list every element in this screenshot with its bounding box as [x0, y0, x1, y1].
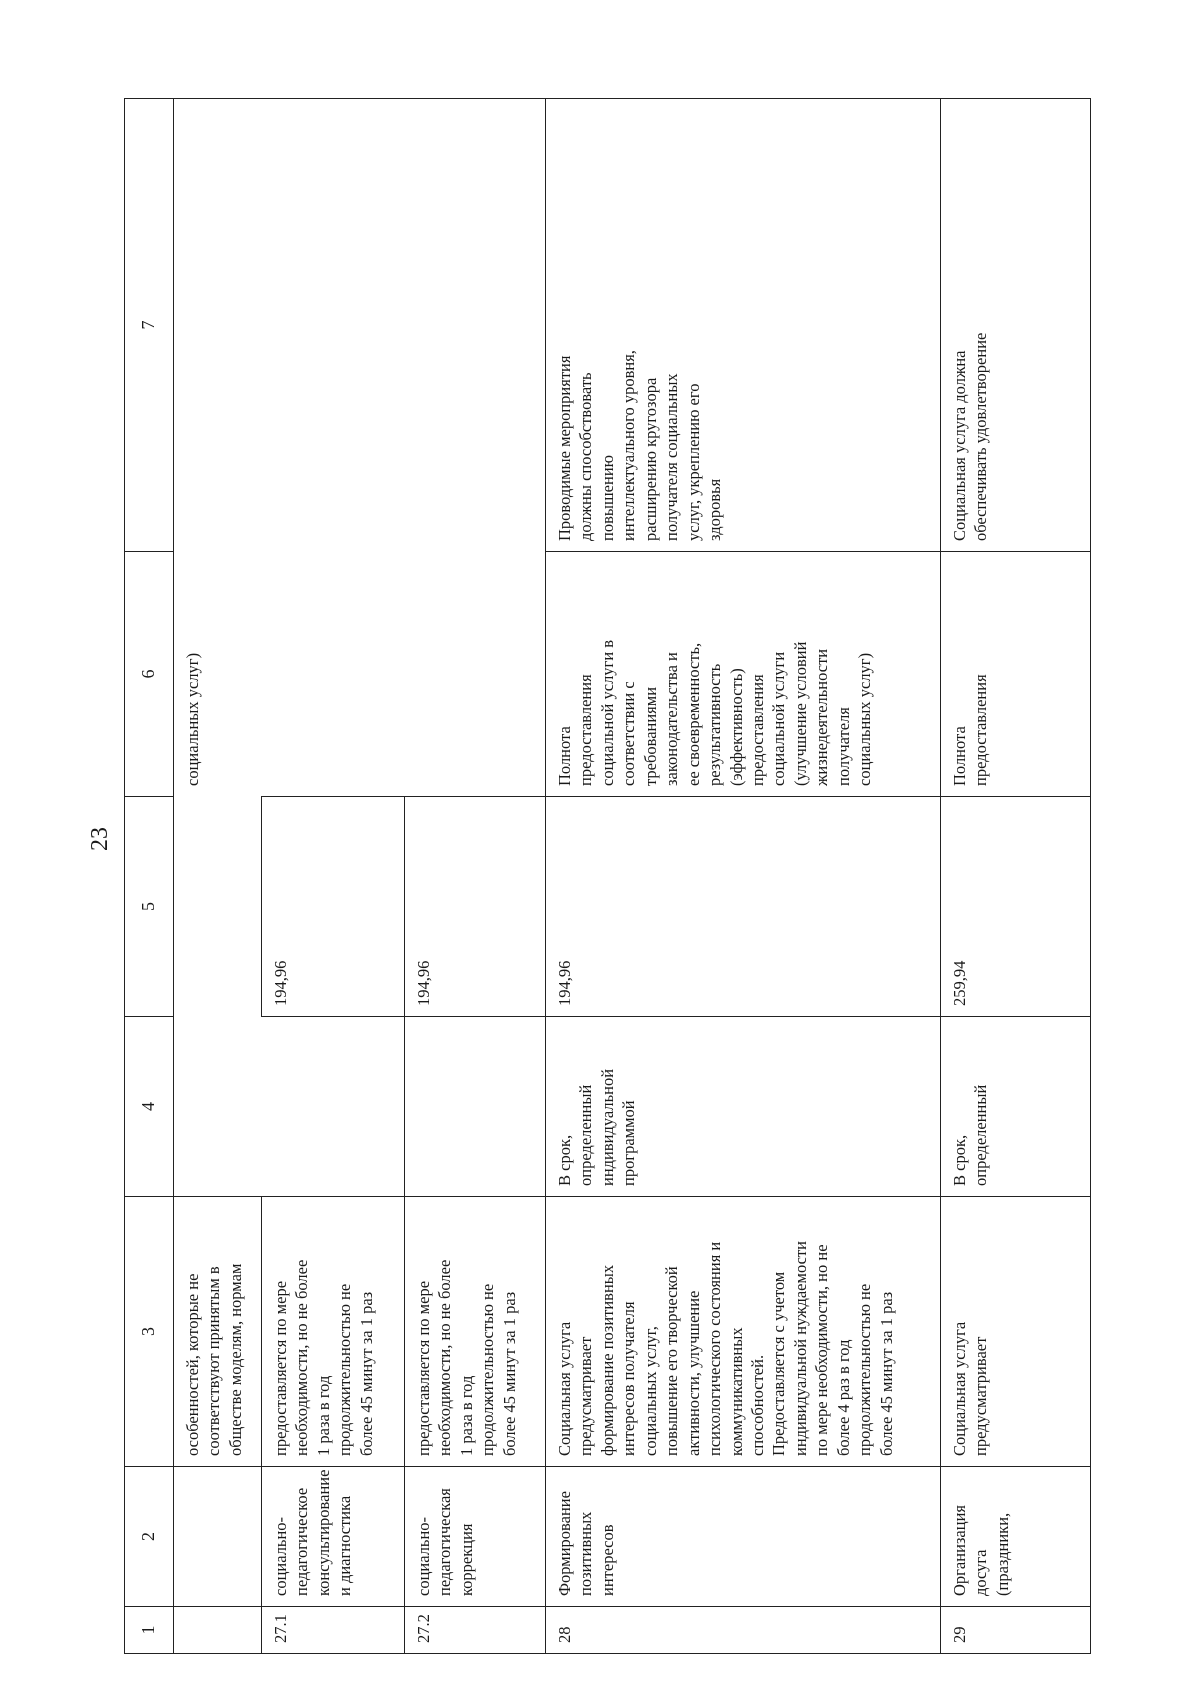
header-col-6: 6 — [125, 552, 174, 797]
service-description-cell: Социальная услуга предусматривает формирование позитивных интересов получателя социальных услуг, повышение его творческой активности, улучшение психологического состояния и коммуникативных способностей. Предоставляется с учетом индивидуальной нуждаемости по мере необходимости, но не более 4 раз в год продолжительностью не более 45 минут за 1 раз — [546, 1197, 941, 1467]
header-col-1: 1 — [125, 1607, 174, 1654]
header-col-4: 4 — [125, 1017, 174, 1197]
price-cell — [174, 797, 262, 1017]
row-number-cell: 27.1 — [262, 1607, 405, 1654]
row-number-cell: 28 — [546, 1607, 941, 1654]
rotated-table-container — [124, 99, 1089, 1654]
term-cell — [262, 1017, 405, 1197]
page-number: 23 — [87, 827, 113, 851]
term-cell: В срок, определенный индивидуальной программой — [546, 1017, 941, 1197]
table-row — [941, 99, 1091, 1654]
price-cell: 194,96 — [546, 797, 941, 1017]
row-number-cell: 29 — [941, 1607, 1091, 1654]
header-col-3: 3 — [125, 1197, 174, 1467]
price-cell: 194,96 — [405, 797, 546, 1017]
price-cell: 194,96 — [262, 797, 405, 1017]
service-name-cell: социально- педагогическая коррекция — [405, 1467, 546, 1607]
services-table — [124, 98, 1091, 1654]
quality-indicator-cell: Полнота предоставления социальной услуги в соответствии с требованиями законодательства и ее своевременность, результативность (эффективность) предоставления социальной услуги (улучшение условий жизнедеятельности получателя социальных услуг) — [546, 552, 941, 797]
service-name-cell: Организация досуга (праздники, — [941, 1467, 1091, 1607]
header-row — [125, 99, 174, 1654]
header-col-5: 5 — [125, 797, 174, 1017]
price-cell: 259,94 — [941, 797, 1091, 1017]
term-cell — [405, 1017, 546, 1197]
service-name-cell: Формирование позитивных интересов — [546, 1467, 941, 1607]
quality-indicator-cell: социальных услуг) — [174, 552, 546, 797]
service-name-cell: социально- педагогическое консультирование и диагностика — [262, 1467, 405, 1607]
table-row — [174, 99, 262, 1654]
term-cell — [174, 1017, 262, 1197]
conditions-cell: Социальная услуга должна обеспечивать удовлетворение — [941, 99, 1091, 552]
table-row — [546, 99, 941, 1654]
header-col-2: 2 — [125, 1467, 174, 1607]
row-number-cell — [174, 1607, 262, 1654]
service-description-cell: Социальная услуга предусматривает — [941, 1197, 1091, 1467]
conditions-cell: Проводимые мероприятия должны способствовать повышению интеллектуального уровня, расширению кругозора получателя социальных услуг, укреплению его здоровья — [546, 99, 941, 552]
conditions-cell — [174, 99, 546, 552]
row-number-cell: 27.2 — [405, 1607, 546, 1654]
quality-indicator-cell: Полнота предоставления — [941, 552, 1091, 797]
term-cell: В срок, определенный — [941, 1017, 1091, 1197]
service-description-cell: предоставляется по мере необходимости, но не более 1 раза в год продолжительностью не более 45 минут за 1 раз — [262, 1197, 405, 1467]
service-description-cell: предоставляется по мере необходимости, но не более 1 раза в год продолжительностью не более 45 минут за 1 раз — [405, 1197, 546, 1467]
header-col-7: 7 — [125, 99, 174, 552]
service-name-cell — [174, 1467, 262, 1607]
service-description-cell: особенностей, которые не соответствуют принятым в обществе моделям, нормам — [174, 1197, 262, 1467]
